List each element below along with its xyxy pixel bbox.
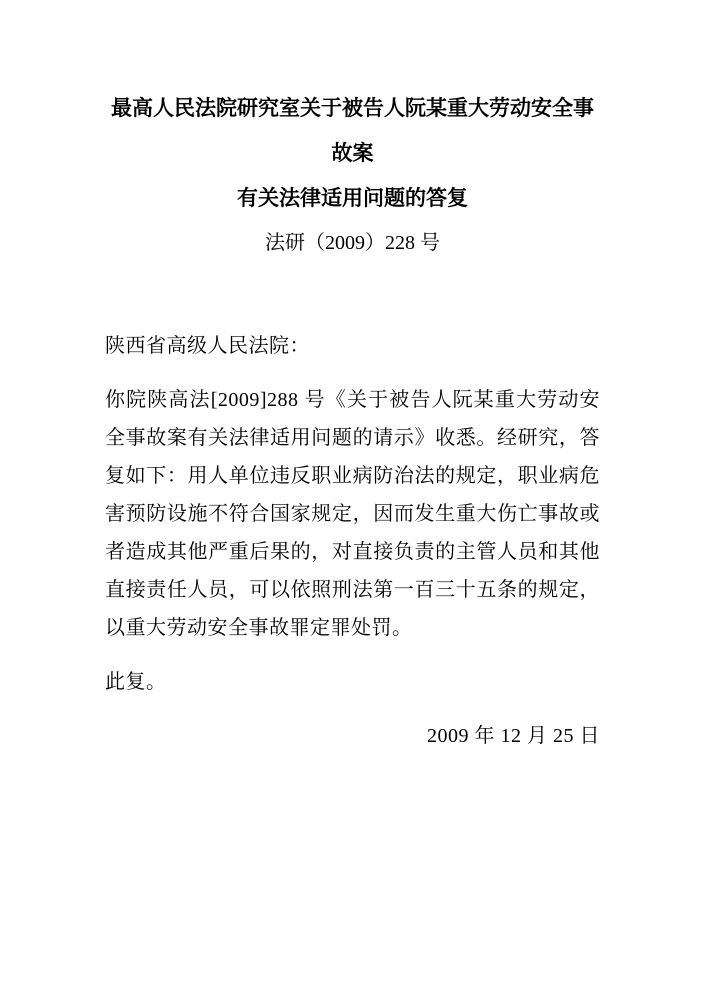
document-date: 2009 年 12 月 25 日 xyxy=(427,725,600,747)
body-paragraph: 你院陕高法[2009]288 号《关于被告人阮某重大劳动安全事故案有关法律适用问题的请示》收悉。经研究，答复如下：用人单位违反职业病防治法的规定，职业病危害预防设施不符合国家规定，因而发生重大伤亡事故或者造成其他严重后果的，对直接负责的主管人员和其他直接责任人员，可以依照刑法第一百三十五条的规定，以重大劳动安全事故罪定罪处罚。 xyxy=(105,389,600,639)
document-number: 法研（2009）228 号 xyxy=(265,232,440,254)
salutation: 陕西省高级人民法院： xyxy=(105,335,310,357)
document-title xyxy=(105,86,600,221)
closing-phrase: 此复。 xyxy=(105,671,167,693)
document-title-line-1: 最高人民法院研究室关于被告人阮某重大劳动安全事故案 xyxy=(111,96,594,165)
document-title-line-2: 有关法律适用问题的答复 xyxy=(237,186,468,210)
document-body xyxy=(105,327,600,755)
